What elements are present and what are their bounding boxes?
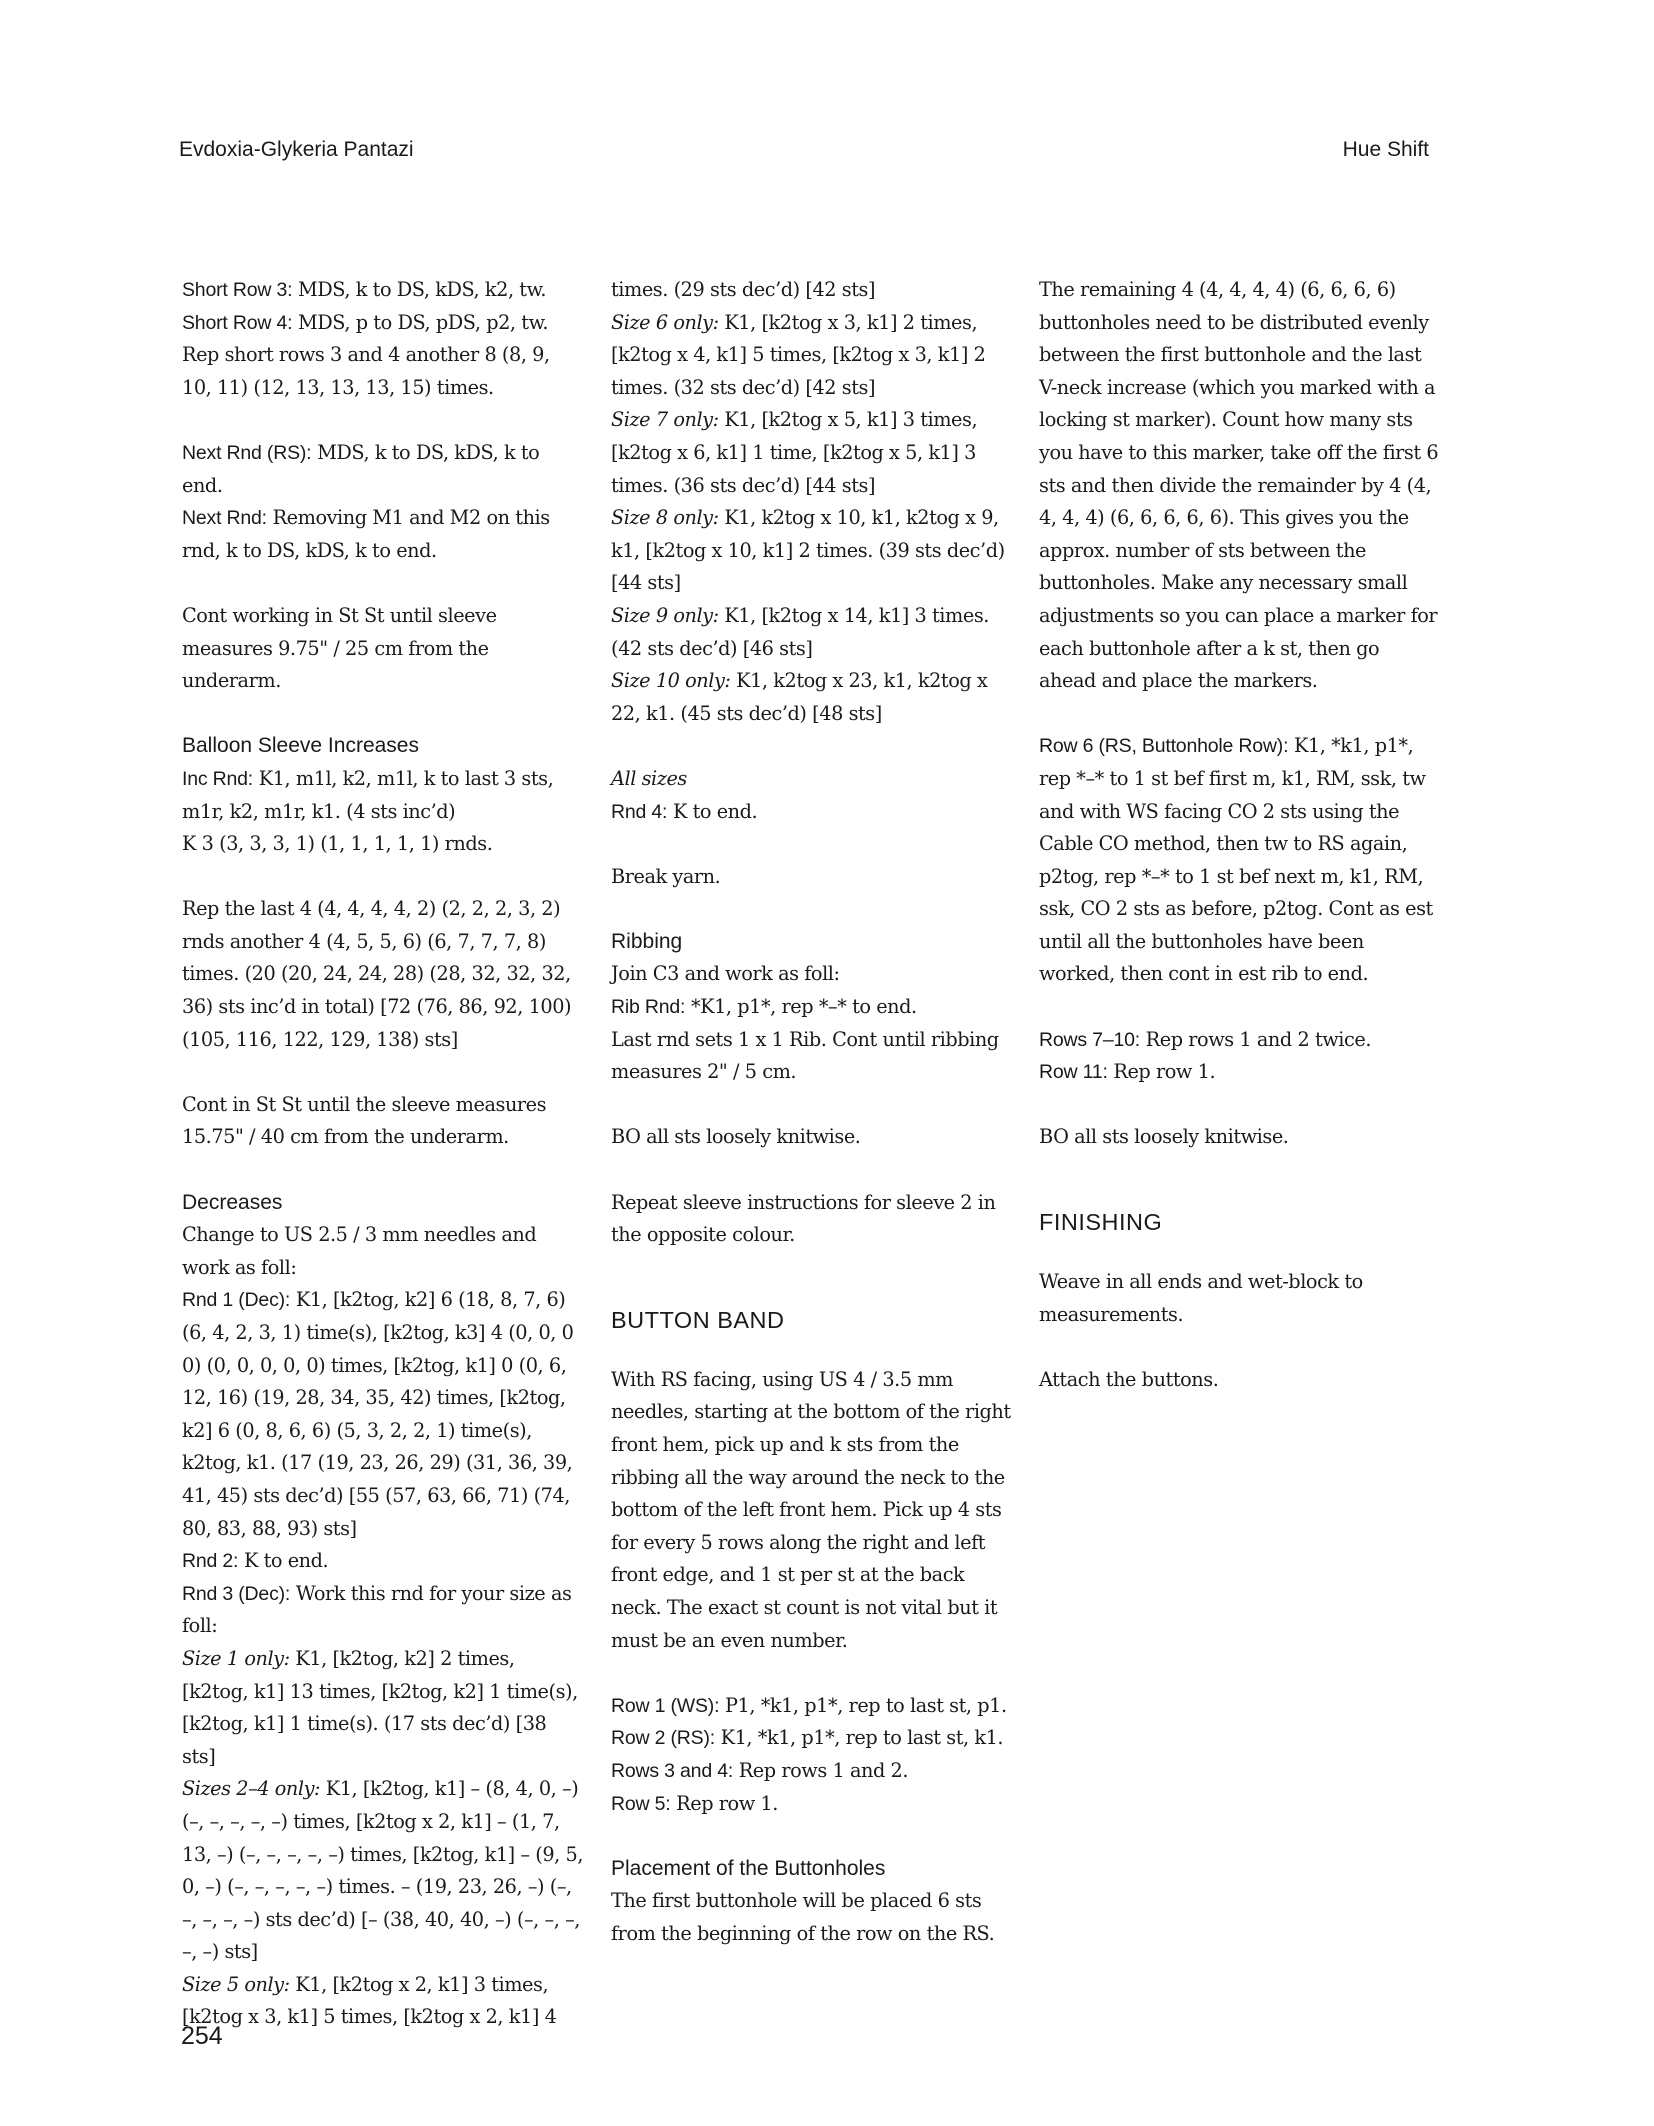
short-row-4 xyxy=(182,307,584,340)
size-7-only xyxy=(611,404,1013,502)
short-row-4-label: Short Row 4: xyxy=(182,311,293,334)
size-6-text: K1, [k2tog x 3, k1] 2 times, [k2tog x 4, k1] 5 times, [k2tog x 3, k1] 2 times. (32 sts dec’d) [42 sts] xyxy=(611,310,986,399)
ribbing-heading: Ribbing xyxy=(611,929,683,953)
rib-rnd xyxy=(611,991,1013,1024)
row-5 xyxy=(611,1788,1013,1821)
next-rnd-label: Next Rnd: xyxy=(182,507,267,530)
short-row-3-text: MDS, k to DS, kDS, k2, tw. xyxy=(292,278,547,301)
rs-facing: With RS facing, using US 4 / 3.5 mm needles, starting at the bottom of the right front hem, pick up and k sts from the ribbing all the way around the neck to the bottom of the left front hem. Pick up 4 sts for every 5 rows along the right and left front edge, and 1 st per st at the back neck. The exact st count is not vital but it must be an even number. xyxy=(611,1367,1011,1652)
column-3 xyxy=(1039,274,1441,1396)
rows-7-10 xyxy=(1039,1024,1441,1057)
inc-rnd-label: Inc Rnd: xyxy=(182,767,254,790)
row-11 xyxy=(1039,1056,1441,1089)
row-11-text: Rep row 1. xyxy=(1107,1060,1216,1084)
row-5-label: Row 5: xyxy=(611,1792,671,1815)
rows-7-10-label: Rows 7–10: xyxy=(1039,1028,1140,1051)
size-7-label: Size 7 only: xyxy=(611,408,719,432)
size-5-continued: times. (29 sts dec’d) [42 sts] xyxy=(611,278,876,301)
bind-off-band: BO all sts loosely knitwise. xyxy=(1039,1125,1289,1149)
next-rnd-rs-text: MDS, k to DS, kDS, k to end. xyxy=(182,440,540,497)
all-sizes-label: All sizes xyxy=(611,766,687,790)
weave-in-ends: Weave in all ends and wet-block to measurements. xyxy=(1039,1270,1363,1326)
size-6-label: Size 6 only: xyxy=(611,310,719,334)
size-5-text: K1, [k2tog x 2, k1] 3 times, [k2tog x 3, k1] 5 times, [k2tog x 2, k1] 4 xyxy=(182,1972,557,2029)
row-6-buttonhole xyxy=(1039,730,1441,991)
cont-st-st: Cont in St St until the sleeve measures 15.75" / 40 cm from the underarm. xyxy=(182,1092,547,1149)
remaining-buttonholes: The remaining 4 (4, 4, 4, 4) (6, 6, 6, 6) buttonholes need to be distributed evenly between the first buttonhole and the last V-neck increase (which you marked with a locking st marker). Count how many sts you have to this marker, take off the first 6 sts and then divide the remainder by 4 (4, 4, 4, 4) (6, 6, 6, 6, 6). This gives you the approx. number of sts between the buttonholes. Make any necessary small adjustments so you can place a marker for each buttonhole after a k st, then go ahead and place the markers. xyxy=(1039,278,1439,693)
running-header-book-title: Hue Shift xyxy=(1342,138,1429,161)
running-header-author: Evdoxia-Glykeria Pantazi xyxy=(179,138,414,161)
next-rnd-rs xyxy=(182,437,584,502)
row-6-text: K1, *k1, p1*, rep *–* to 1 st bef first m, k1, RM, ssk, tw and with WS facing CO 2 sts using the Cable CO method, then tw to RS again, p2tog, rep *–* to 1 st bef next m, k1, RM, ssk, CO 2 sts as before, p2tog. Cont as est until all the buttonholes have been worked, then cont in est rib to end. xyxy=(1039,734,1433,986)
last-rnd: Last rnd sets 1 x 1 Rib. Cont until ribbing measures 2" / 5 cm. xyxy=(611,1027,999,1084)
short-row-3 xyxy=(182,274,584,307)
size-1-label: Size 1 only: xyxy=(182,1646,290,1670)
rnd-4-text: K to end. xyxy=(667,799,758,823)
short-row-4-text: MDS, p to DS, pDS, p2, tw. xyxy=(292,310,549,334)
inc-rnd-text: K1, m1l, k2, m1l, k to last 3 sts, m1r, k2, m1r, k1. (4 sts inc’d) xyxy=(182,766,554,823)
attach-buttons: Attach the buttons. xyxy=(1039,1367,1219,1391)
size-6-only xyxy=(611,307,1013,405)
rnd-3-label: Rnd 3 (Dec): xyxy=(182,1582,291,1605)
break-yarn: Break yarn. xyxy=(611,864,721,888)
row-2-rs xyxy=(611,1722,1013,1755)
row-1-text: P1, *k1, p1*, rep to last st, p1. xyxy=(719,1693,1007,1717)
all-sizes xyxy=(611,763,1013,796)
size-9-label: Size 9 only: xyxy=(611,603,719,627)
row-1-label: Row 1 (WS): xyxy=(611,1694,720,1717)
rnd-1-text: K1, [k2tog, k2] 6 (18, 8, 7, 6) (6, 4, 2, 3, 1) time(s), [k2tog, k3] 4 (0, 0, 0 0) (0, 0, 0, 0, 0) times, [k2tog, k1] 0 (0, 6, 12, 16) (19, 28, 34, 35, 42) times, [k2tog, k2] 6 (0, 8, 6, 6) (5, 3, 2, 2, 1) time(s), k2tog, k1. (17 (19, 23, 26, 29) (31, 36, 39, 41, 45) sts dec’d) [55 (57, 63, 66, 71) (74, 80, 83, 88, 93) sts] xyxy=(182,1288,574,1540)
cont-working: Cont working in St St until sleeve measures 9.75" / 25 cm from the underarm. xyxy=(182,603,497,693)
rnd-1-label: Rnd 1 (Dec): xyxy=(182,1289,291,1312)
sizes-2-4-text: K1, [k2tog, k1] – (8, 4, 0, –) (–, –, –, –, –) times, [k2tog x 2, k1] – (1, 7, 13, –) (–, –, –, –, –) times, [k2tog, k1] – (9, 5, 0, –) (–, –, –, –, –) times. – (19, 23, 26, –) (–, –, –, –, –) sts dec’d) [– (38, 40, 40, –) (–, –, –, –, –) sts] xyxy=(182,1777,584,1964)
rep-last: Rep the last 4 (4, 4, 4, 4, 2) (2, 2, 2, 3, 2) rnds another 4 (4, 5, 5, 6) (6, 7, 7, 7, 8) times. (20 (20, 24, 24, 28) (28, 32, 32, 32, 36) sts inc’d in total) [72 (76, 86, 92, 100) (105, 116, 122, 129, 138) sts] xyxy=(182,897,572,1051)
bind-off: BO all sts loosely knitwise. xyxy=(611,1125,861,1149)
sizes-2-4-label: Sizes 2–4 only: xyxy=(182,1777,321,1801)
rnd-2-text: K to end. xyxy=(238,1549,329,1573)
placement-heading: Placement of the Buttonholes xyxy=(611,1856,886,1880)
rep-short-rows: Rep short rows 3 and 4 another 8 (8, 9, 10, 11) (12, 13, 13, 13, 15) times. xyxy=(182,343,550,399)
balloon-sleeve-heading: Balloon Sleeve Increases xyxy=(182,734,419,758)
row-2-label: Row 2 (RS): xyxy=(611,1727,715,1750)
size-9-only xyxy=(611,600,1013,665)
size-9-text: K1, [k2tog x 14, k1] 3 times. (42 sts dec’d) [46 sts] xyxy=(611,603,989,660)
rnd-2 xyxy=(182,1545,584,1578)
row-2-text: K1, *k1, p1*, rep to last st, k1. xyxy=(714,1726,1004,1750)
rib-rnd-label: Rib Rnd: xyxy=(611,996,686,1019)
sizes-2-4-only xyxy=(182,1773,584,1969)
rnd-4-label: Rnd 4: xyxy=(611,800,668,823)
rnd-2-label: Rnd 2: xyxy=(182,1550,239,1573)
row-11-label: Row 11: xyxy=(1039,1061,1108,1084)
join-c3: Join C3 and work as foll: xyxy=(611,962,840,986)
rows-3-4 xyxy=(611,1755,1013,1788)
change-needles: Change to US 2.5 / 3 mm needles and work as foll: xyxy=(182,1223,537,1279)
size-5-only xyxy=(182,1969,584,2034)
rnd-3-dec xyxy=(182,1578,584,1643)
finishing-heading: FINISHING xyxy=(1039,1209,1163,1236)
decreases-heading: Decreases xyxy=(182,1190,283,1214)
column-1 xyxy=(182,274,584,2034)
rows-3-4-label: Rows 3 and 4: xyxy=(611,1759,734,1782)
rows-3-4-text: Rep rows 1 and 2. xyxy=(733,1758,909,1782)
next-rnd-text: Removing M1 and M2 on this rnd, k to DS, kDS, k to end. xyxy=(182,506,550,562)
next-rnd-rs-label: Next Rnd (RS): xyxy=(182,441,312,464)
next-rnd xyxy=(182,502,584,567)
size-10-only xyxy=(611,665,1013,730)
size-1-text: K1, [k2tog, k2] 2 times, [k2tog, k1] 13 times, [k2tog, k2] 1 time(s), [k2tog, k1] 1 time(s). (17 sts dec’d) [38 sts] xyxy=(182,1646,578,1768)
rnd-3-text: Work this rnd for your size as foll: xyxy=(182,1581,572,1638)
row-1-ws xyxy=(611,1690,1013,1723)
first-buttonhole: The first buttonhole will be placed 6 sts from the beginning of the row on the RS. xyxy=(611,1889,995,1945)
row-6-label: Row 6 (RS, Buttonhole Row): xyxy=(1039,735,1289,758)
size-8-only xyxy=(611,502,1013,600)
k3-rnds: K 3 (3, 3, 3, 1) (1, 1, 1, 1, 1) rnds. xyxy=(182,832,493,856)
short-row-3-label: Short Row 3: xyxy=(182,279,293,301)
button-band-heading: BUTTON BAND xyxy=(611,1306,785,1333)
size-1-only xyxy=(182,1643,584,1773)
size-8-label: Size 8 only: xyxy=(611,506,719,530)
size-8-text: K1, k2tog x 10, k1, k2tog x 9, k1, [k2tog x 10, k1] 2 times. (39 sts dec’d) [44 sts] xyxy=(611,506,1005,595)
column-2 xyxy=(611,274,1013,1951)
rnd-1-dec xyxy=(182,1284,584,1545)
size-10-label: Size 10 only: xyxy=(611,669,731,693)
row-5-text: Rep row 1. xyxy=(670,1791,778,1815)
size-7-text: K1, [k2tog x 5, k1] 3 times, [k2tog x 6, k1] 1 time, [k2tog x 5, k1] 3 times. (36 sts dec’d) [44 sts] xyxy=(611,408,978,497)
inc-rnd xyxy=(182,763,584,828)
rows-7-10-text: Rep rows 1 and 2 twice. xyxy=(1139,1027,1372,1051)
rib-rnd-text: *K1, p1*, rep *–* to end. xyxy=(685,995,917,1019)
repeat-sleeve: Repeat sleeve instructions for sleeve 2 in the opposite colour. xyxy=(611,1190,996,1247)
size-5-label: Size 5 only: xyxy=(182,1972,290,1996)
rnd-4 xyxy=(611,796,1013,829)
page-number: 254 xyxy=(181,2022,223,2050)
size-10-text: K1, k2tog x 23, k1, k2tog x 22, k1. (45 sts dec’d) [48 sts] xyxy=(611,669,988,725)
